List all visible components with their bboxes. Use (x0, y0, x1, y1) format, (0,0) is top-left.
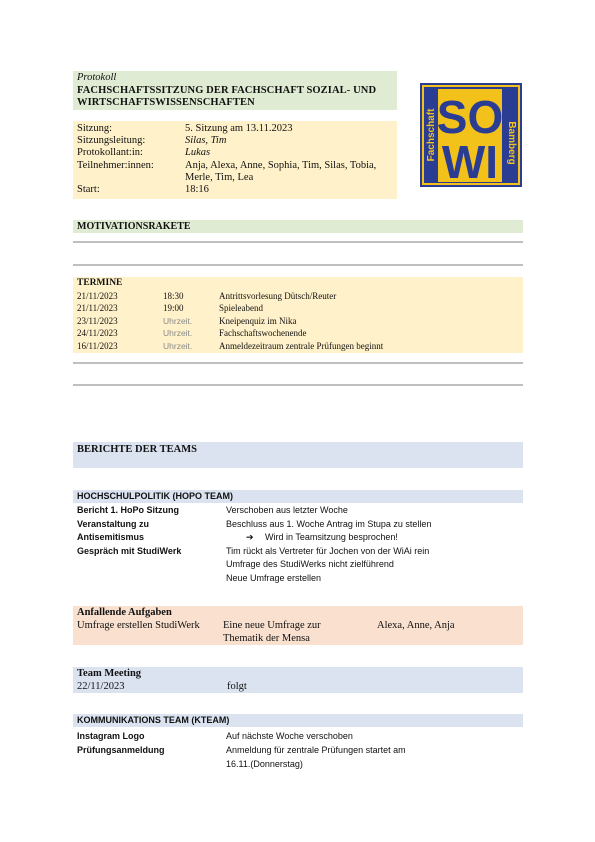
termin-time: 19:00 (163, 303, 184, 314)
meta-label: Sitzungsleitung: (77, 135, 146, 147)
kteam-row (77, 729, 523, 743)
termin-time-placeholder: Uhrzeit. (163, 328, 193, 339)
hopo-text: Wird in Teamsitzung besprochen! (265, 532, 398, 543)
termin-row (77, 290, 517, 302)
meta-row (77, 184, 397, 196)
kteam-text: 16.11.(Donnerstag) (226, 759, 303, 769)
aufgaben-desc-line-1: Eine neue Umfrage zur (223, 620, 321, 631)
meta-label: Sitzung: (77, 123, 113, 134)
hopo-label (77, 572, 226, 586)
hopo-text: Umfrage des StudiWerks nicht zielführend (226, 559, 394, 570)
meta-label: Start: (77, 184, 100, 196)
termin-time: 18:30 (163, 291, 184, 301)
hopo-text: Tim rückt als Vertreter für Jochen von der WiAi rein (226, 545, 430, 556)
sowi-logo (420, 83, 522, 187)
aufgaben-title: Anfallende Aufgaben (77, 607, 172, 618)
sowi-logo-graphic (420, 83, 522, 187)
hopo-row (77, 531, 523, 545)
termin-row (77, 315, 517, 327)
meta-row (77, 147, 397, 159)
hopo-label (77, 558, 226, 572)
divider (73, 264, 523, 266)
document-kind: Protokoll (77, 72, 117, 83)
hopo-row (77, 518, 523, 532)
termin-date: 24/11/2023 (77, 328, 118, 339)
berichte-title: BERICHTE DER TEAMS (77, 444, 198, 455)
kteam-label: Instagram Logo (77, 731, 145, 741)
termin-event: Fachschaftswochenende (219, 328, 307, 339)
hopo-label: Gespräch mit StudiWerk (77, 545, 182, 556)
termin-time-placeholder: Uhrzeit. (163, 340, 193, 351)
hopo-row (77, 545, 523, 559)
meta-value: 18:16 (185, 184, 209, 196)
kteam-row (77, 757, 523, 771)
meta-row (77, 135, 397, 147)
termin-event: Antrittsvorlesung Dütsch/Reuter (219, 291, 337, 301)
logo-wi-text: WI (441, 136, 499, 187)
hopo-title: HOCHSCHULPOLITIK (HOPO TEAM) (77, 491, 233, 501)
divider (73, 384, 523, 386)
aufgaben-desc-line-2: Thematik der Mensa (223, 633, 310, 644)
kteam-title: KOMMUNIKATIONS TEAM (KTEAM) (77, 715, 230, 725)
hopo-text: Verschoben aus letzter Woche (226, 505, 348, 515)
termin-date: 16/11/2023 (77, 340, 118, 351)
meta-row (77, 172, 397, 184)
hopo-label: Bericht 1. HoPo Sitzung (77, 505, 180, 515)
arrow-icon: ➔ (246, 532, 254, 543)
termin-date: 23/11/2023 (77, 315, 118, 326)
motivation-title: MOTIVATIONSRAKETE (77, 221, 191, 232)
kteam-label: Prüfungsanmeldung (77, 745, 165, 755)
aufgaben-task: Umfrage erstellen StudiWerk (77, 620, 200, 631)
divider (73, 362, 523, 364)
meta-row (77, 160, 397, 172)
termin-date: 21/11/2023 (77, 303, 118, 314)
kteam-text: Auf nächste Woche verschoben (226, 731, 353, 741)
kteam-text: Anmeldung für zentrale Prüfungen startet am (226, 745, 406, 755)
termin-date: 21/11/2023 (77, 291, 118, 301)
logo-side-left: Fachschaft (426, 108, 437, 162)
hopo-table (77, 504, 523, 586)
hopo-text: Beschluss aus 1. Woche Antrag im Stupa zu stellen (226, 518, 432, 529)
termine-list (77, 290, 517, 352)
meta-value: Lukas (185, 147, 211, 159)
meta-label (77, 172, 185, 184)
termin-event: Spieleabend (219, 303, 263, 314)
logo-side-right: Bamberg (506, 121, 517, 165)
kteam-row (77, 743, 523, 757)
termin-row (77, 340, 517, 352)
termine-title: TERMINE (77, 278, 123, 288)
page-title-line-2: WIRTSCHAFTSWISSENSCHAFTEN (77, 97, 255, 108)
hopo-row (77, 572, 523, 586)
page-title-line-1: FACHSCHAFTSSITZUNG DER FACHSCHAFT SOZIAL- UND (77, 85, 377, 96)
meta-value: Anja, Alexa, Anne, Sophia, Tim, Silas, Tobia, (185, 159, 377, 171)
meeting-status: folgt (227, 681, 247, 692)
kteam-label (77, 757, 226, 771)
hopo-label: Antisemitismus (77, 532, 145, 543)
termin-time-placeholder: Uhrzeit. (163, 315, 193, 326)
meta-value: Silas, Tim (185, 135, 227, 147)
kteam-table (77, 729, 523, 771)
meta-label: Protokollant:in: (77, 147, 143, 159)
hopo-label: Veranstaltung zu (77, 518, 150, 529)
meta-label: Teilnehmer:innen: (77, 159, 154, 171)
hopo-text: Neue Umfrage erstellen (226, 572, 322, 583)
aufgaben-assignees: Alexa, Anne, Anja (377, 620, 455, 631)
termin-row (77, 327, 517, 339)
termin-row (77, 302, 517, 314)
divider (73, 241, 523, 243)
hopo-row (77, 504, 523, 518)
meeting-title: Team Meeting (77, 668, 142, 679)
termin-event: Anmeldezeitraum zentrale Prüfungen beginnt (219, 340, 384, 351)
meta-value: Merle, Tim, Lea (185, 171, 254, 183)
meeting-date: 22/11/2023 (77, 681, 125, 692)
meta-value: 5. Sitzung am 13.11.2023 (185, 123, 293, 134)
termin-event: Kneipenquiz im Nika (219, 315, 297, 326)
logo-so-text: SO (436, 91, 504, 143)
meta-table (77, 123, 397, 196)
hopo-row (77, 558, 523, 572)
meta-row (77, 123, 397, 135)
